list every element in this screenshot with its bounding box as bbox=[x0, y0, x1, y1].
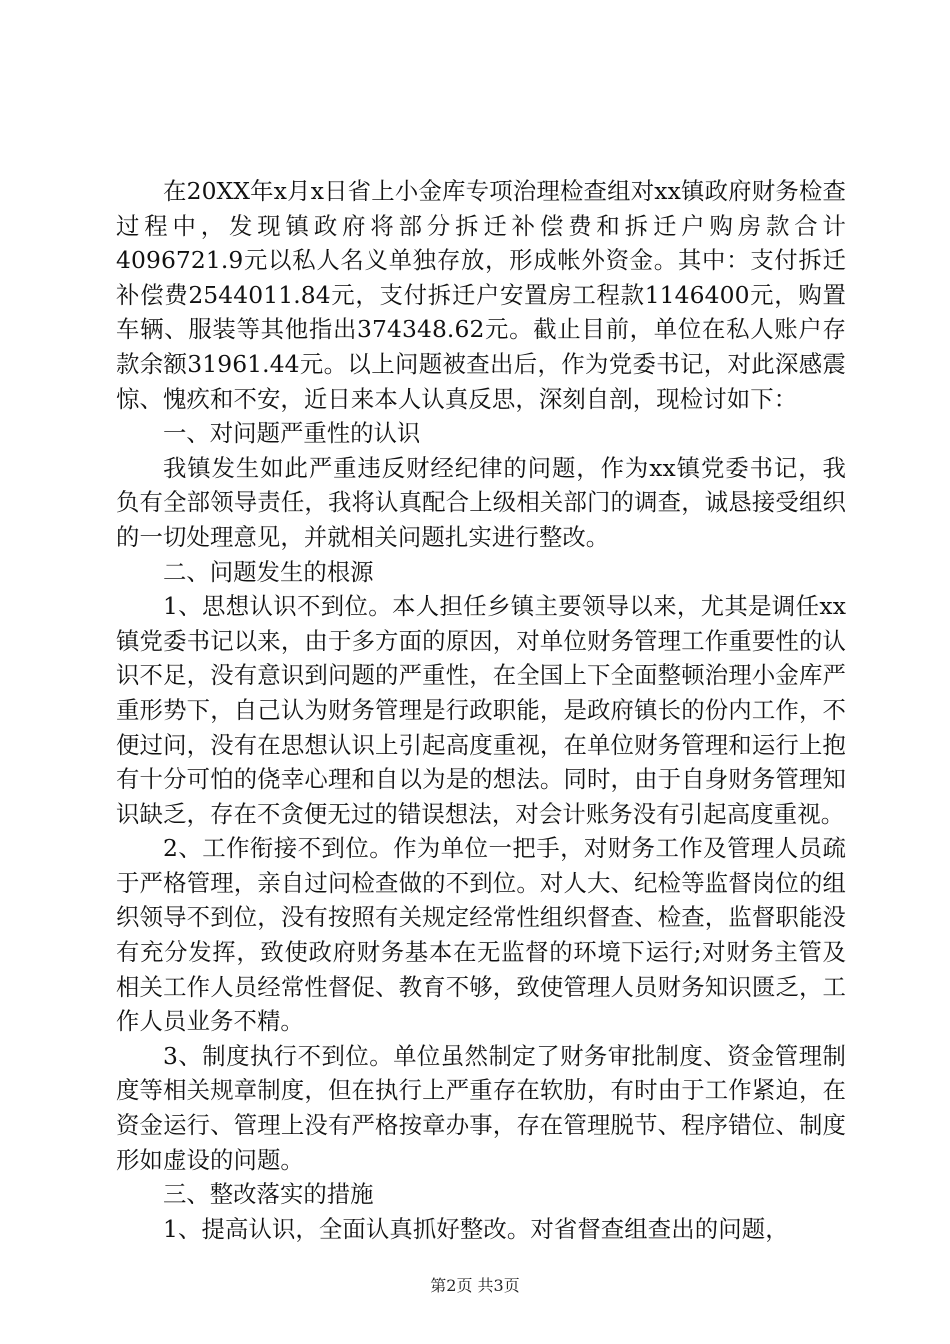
paragraph-cause-1: 1、思想认识不到位。本人担任乡镇主要领导以来，尤其是调任xx镇党委书记以来，由于多方面的原因，对单位财务管理工作重要性的认识不足，没有意识到问题的严重性，在全国上下全面整顿治理小金库严重形势下，自己认为财务管理是行政职能，是政府镇长的份内工作，不便过问，没有在思想认识上引起高度重视，在单位财务管理和运行上抱有十分可怕的侥幸心理和自以为是的想法。同时，由于自身财务管理知识缺乏，存在不贪便无过的错误想法，对会计账务没有引起高度重视。 bbox=[116, 592, 846, 828]
section-heading-3: 三、整改落实的措施 bbox=[163, 1180, 374, 1209]
paragraph-cause-3: 3、制度执行不到位。单位虽然制定了财务审批制度、资金管理制度等相关规章制度，但在执行上严重存在软肋，有时由于工作紧迫，在资金运行、管理上没有严格按章办事，存在管理脱节、程序错位、制度形如虚设的问题。 bbox=[116, 1041, 846, 1174]
paragraph-cause-2: 2、工作衔接不到位。作为单位一把手，对财务工作及管理人员疏于严格管理，亲自过问检查做的不到位。对人大、纪检等监督岗位的组织领导不到位，没有按照有关规定经常性组织督查、检查，监督职能没有充分发挥，致使政府财务基本在无监督的环境下运行;对财务主管及相关工作人员经常性督促、教育不够，致使管理人员财务知识匮乏，工作人员业务不精。 bbox=[116, 834, 846, 1036]
page-number-footer: 第2页 共3页 bbox=[430, 1276, 520, 1295]
paragraph-intro: 在20XX年x月x日省上小金库专项治理检查组对xx镇政府财务检查过程中，发现镇政府将部分拆迁补偿费和拆迁户购房款合计4096721.9元以私人名义单独存放，形成帐外资金。其中：支付拆迁补偿费2544011.84元，支付拆迁户安置房工程款1146400元，购置车辆、服装等其他指出374348.62元。截止目前，单位在私人账户存款余额31961.44元。以上问题被查出后，作为党委书记，对此深感震惊、愧疚和不安，近日来本人认真反思，深刻自剖，现检讨如下： bbox=[116, 177, 846, 413]
paragraph-responsibility: 我镇发生如此严重违反财经纪律的问题，作为xx镇党委书记，我负有全部领导责任，我将认真配合上级相关部门的调查，诚恳接受组织的一切处理意见，并就相关问题扎实进行整改。 bbox=[116, 453, 846, 551]
section-heading-2: 二、问题发生的根源 bbox=[163, 557, 374, 586]
document-body bbox=[116, 174, 846, 1246]
section-heading-1: 一、对问题严重性的认识 bbox=[163, 419, 421, 448]
paragraph-measure-1: 1、提高认识，全面认真抓好整改。对省督查组查出的问题， bbox=[163, 1214, 789, 1243]
